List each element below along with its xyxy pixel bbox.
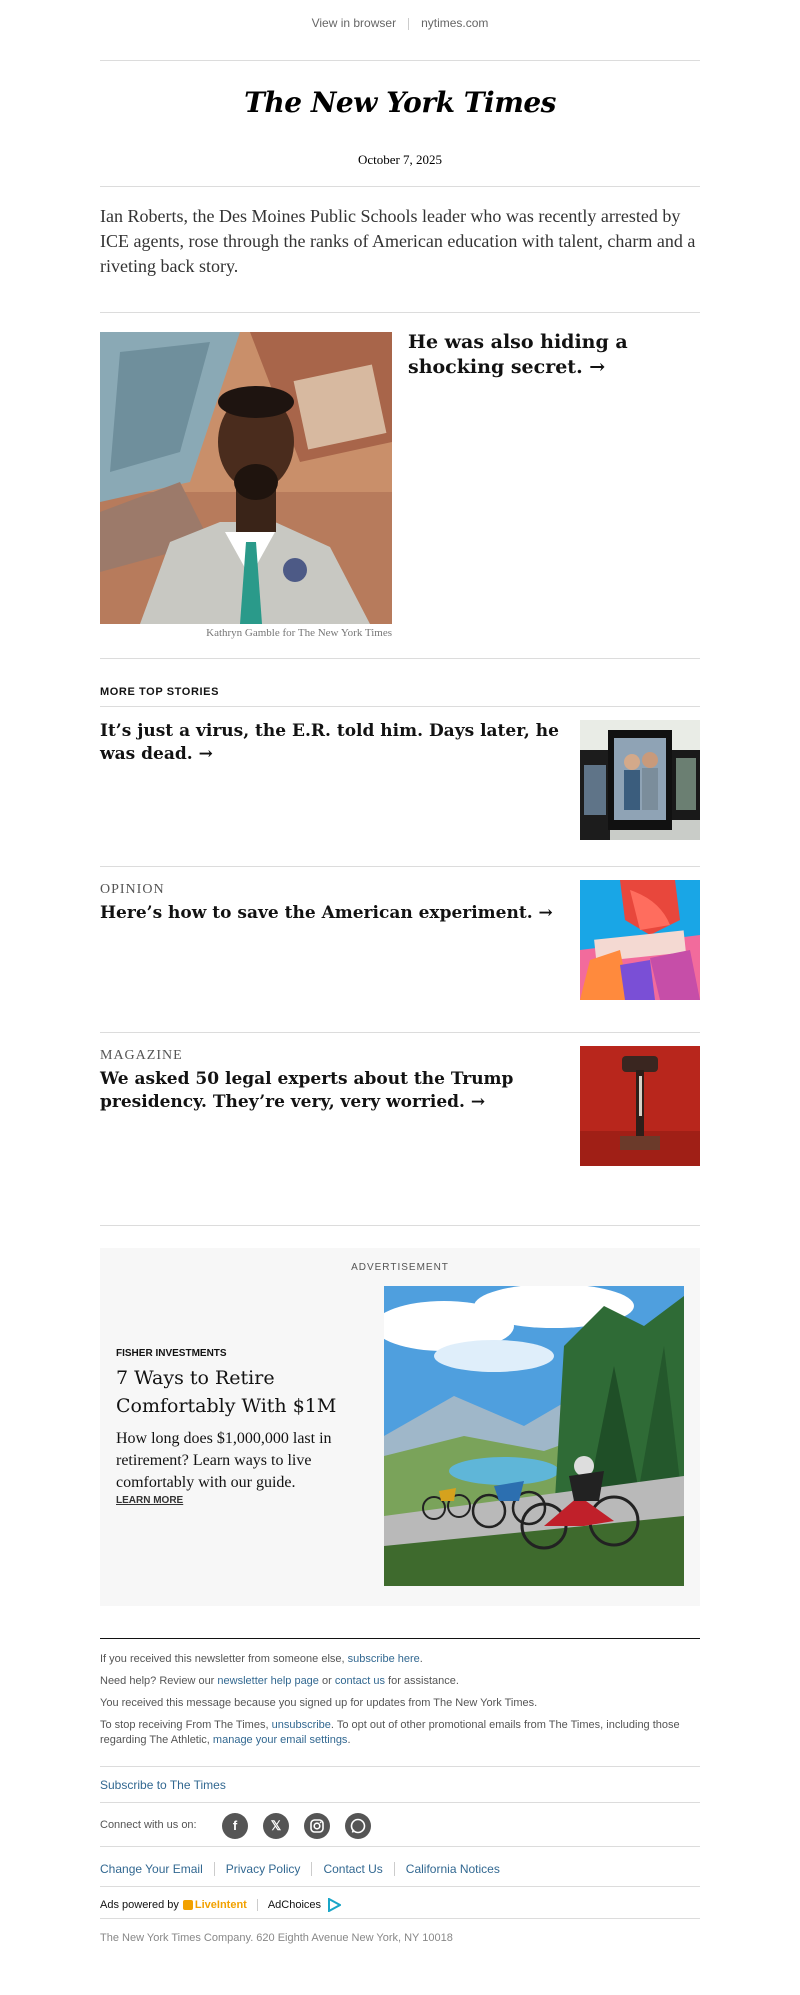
california-notices-link[interactable]: California Notices xyxy=(394,1862,511,1876)
ads-powered-row xyxy=(100,1898,341,1912)
company-address: The New York Times Company. 620 Eighth Avenue New York, NY 10018 xyxy=(100,1932,453,1944)
manage-email-settings-link[interactable]: manage your email settings xyxy=(212,1734,348,1746)
story-headline-link[interactable]: We asked 50 legal experts about the Trump presidency. They’re very, very worried. → xyxy=(100,1069,514,1112)
story-headline-link[interactable]: Here’s how to save the American experiment. → xyxy=(100,903,553,923)
hero-photo[interactable] xyxy=(100,332,392,624)
divider xyxy=(100,1846,700,1847)
ad-title-link[interactable]: 7 Ways to Retire Comfortably With $1M xyxy=(116,1367,337,1417)
nytimes-link[interactable]: nytimes.com xyxy=(421,16,489,30)
ads-powered-label: Ads powered by xyxy=(100,1898,179,1911)
footer-links xyxy=(100,1862,511,1876)
liveintent-logo[interactable]: LiveIntent xyxy=(194,1898,247,1911)
liveintent-icon xyxy=(183,1900,193,1910)
unsubscribe-link[interactable]: unsubscribe xyxy=(271,1719,331,1731)
footer-text: If you received this newsletter from someone else, xyxy=(100,1653,348,1665)
top-links xyxy=(100,16,700,30)
advertisement[interactable] xyxy=(100,1248,700,1606)
divider xyxy=(408,18,409,30)
story-thumbnail[interactable] xyxy=(580,880,700,1000)
photo-frames-image xyxy=(580,720,700,840)
adchoices-link[interactable]: AdChoices xyxy=(267,1898,322,1911)
divider xyxy=(100,186,700,187)
divider xyxy=(100,1886,700,1887)
ad-label: ADVERTISEMENT xyxy=(351,1262,449,1273)
divider xyxy=(100,1766,700,1767)
whatsapp-icon[interactable] xyxy=(345,1813,371,1839)
divider xyxy=(100,658,700,659)
divider xyxy=(100,1225,700,1226)
intro-text: Ian Roberts, the Des Moines Public Schools leader who was recently arrested by ICE agents, rose through the ranks of American education with talent, charm and a riveting back story. xyxy=(100,206,696,276)
instagram-icon[interactable] xyxy=(304,1813,330,1839)
nyt-logo[interactable]: The New York Times xyxy=(244,86,556,119)
divider xyxy=(100,60,700,61)
view-in-browser-link[interactable]: View in browser xyxy=(311,16,397,30)
divider xyxy=(100,1032,700,1033)
footer-note: You received this message because you signed up for updates from The New York Times. xyxy=(100,1697,538,1709)
contact-us-link[interactable]: contact us xyxy=(334,1675,385,1687)
divider xyxy=(100,866,700,867)
footer-text: To stop receiving From The Times, xyxy=(100,1719,272,1731)
story-kicker: OPINION xyxy=(100,882,165,897)
divider xyxy=(100,1802,700,1803)
story-thumbnail[interactable] xyxy=(580,1046,700,1166)
story-item[interactable] xyxy=(100,1048,700,1114)
subscribe-to-times-link[interactable]: Subscribe to The Times xyxy=(100,1778,226,1792)
issue-date: October 7, 2025 xyxy=(357,152,443,167)
divider xyxy=(100,1638,700,1639)
footer-text: Need help? Review our xyxy=(100,1675,218,1687)
change-email-link[interactable]: Change Your Email xyxy=(100,1862,203,1876)
cyclists-illustration xyxy=(384,1286,684,1586)
footer-text: . To opt out of other promotional emails from The Times, including those regarding The Athletic, xyxy=(100,1719,680,1746)
story-item[interactable] xyxy=(100,882,700,925)
footer-text: . xyxy=(419,1653,423,1665)
hands-illustration xyxy=(580,880,700,1000)
divider xyxy=(100,706,700,707)
story-headline-link[interactable]: It’s just a virus, the E.R. told him. Days later, he was dead. → xyxy=(100,721,559,764)
instagram-glyph xyxy=(304,1813,330,1839)
newsletter-help-link[interactable]: newsletter help page xyxy=(217,1675,319,1687)
adchoices-icon[interactable] xyxy=(327,1898,341,1912)
facebook-icon[interactable]: f xyxy=(222,1813,248,1839)
footer-text: or xyxy=(318,1675,335,1687)
footer-note xyxy=(100,1718,700,1748)
ad-body: How long does $1,000,000 last in retirement? Learn ways to live comfortably with our guide. xyxy=(116,1430,332,1491)
story-item[interactable] xyxy=(100,720,700,766)
privacy-policy-link[interactable]: Privacy Policy xyxy=(214,1862,312,1876)
footer-text: for assistance. xyxy=(384,1675,459,1687)
divider xyxy=(257,1899,258,1911)
story-kicker: MAGAZINE xyxy=(100,1048,183,1063)
story-thumbnail[interactable] xyxy=(580,720,700,840)
subscribe-here-link[interactable]: subscribe here xyxy=(347,1653,420,1665)
footer-note xyxy=(100,1674,700,1689)
divider xyxy=(100,1918,700,1919)
contact-us-footer-link[interactable]: Contact Us xyxy=(311,1862,393,1876)
footer-note xyxy=(100,1652,700,1667)
learn-more-link[interactable]: LEARN MORE xyxy=(116,1495,184,1506)
hero-headline-link[interactable]: He was also hiding a shocking secret. → xyxy=(408,331,628,378)
gavel-image xyxy=(580,1046,700,1166)
portrait-image xyxy=(100,332,392,624)
divider xyxy=(100,312,700,313)
footer-text: . xyxy=(347,1734,351,1746)
hero-photo-credit: Kathryn Gamble for The New York Times xyxy=(206,627,392,639)
connect-label: Connect with us on: xyxy=(100,1819,197,1831)
ad-image[interactable] xyxy=(384,1286,684,1586)
whatsapp-glyph xyxy=(345,1813,371,1839)
x-icon[interactable]: 𝕏 xyxy=(263,1813,289,1839)
ad-sponsor: FISHER INVESTMENTS xyxy=(116,1348,227,1359)
section-title: MORE TOP STORIES xyxy=(100,686,220,698)
